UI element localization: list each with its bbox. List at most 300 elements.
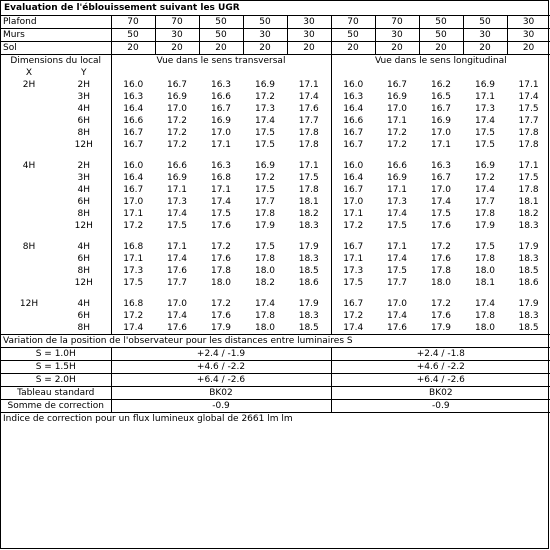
transversal-value: 17.8 bbox=[287, 127, 331, 139]
reflectance-value: 20 bbox=[243, 42, 287, 55]
table-row bbox=[1, 208, 550, 220]
y-dimension: 4H bbox=[57, 298, 111, 310]
y-dimension: 4H bbox=[57, 184, 111, 196]
longitudinal-value: 17.3 bbox=[343, 266, 364, 276]
correction-note: Indice de correction pour un flux lumineux global de 2661 lm lm bbox=[1, 413, 550, 426]
longitudinal-value: 17.6 bbox=[430, 221, 452, 231]
table-row bbox=[1, 103, 550, 115]
x-dimension-empty bbox=[1, 184, 57, 196]
transversal-value: 18.5 bbox=[287, 265, 331, 277]
transversal-value: 18.2 bbox=[254, 278, 276, 288]
longitudinal-value: 16.4 bbox=[343, 104, 364, 114]
y-dimension: 2H bbox=[57, 160, 111, 172]
transversal-value: 18.3 bbox=[287, 220, 331, 232]
longitudinal-value: 17.8 bbox=[518, 128, 539, 138]
transversal-value: 17.6 bbox=[166, 323, 188, 333]
longitudinal-value: 17.4 bbox=[386, 254, 408, 264]
longitudinal-value: 17.2 bbox=[343, 311, 364, 321]
transversal-value: 16.8 bbox=[123, 299, 144, 309]
correction-row bbox=[1, 400, 550, 413]
y-dimension: 4H bbox=[57, 103, 111, 115]
longitudinal-value: 16.9 bbox=[474, 161, 496, 171]
x-dimension-empty bbox=[1, 253, 57, 265]
reflectance-label: Murs bbox=[1, 29, 111, 42]
transversal-value: 17.2 bbox=[166, 128, 188, 138]
transversal-value: 16.7 bbox=[123, 185, 144, 195]
longitudinal-value: 18.3 bbox=[518, 311, 539, 321]
longitudinal-value: 17.4 bbox=[430, 197, 452, 207]
longitudinal-value: 16.7 bbox=[386, 80, 408, 90]
y-dimension: 12H bbox=[57, 139, 111, 151]
spacer-row bbox=[1, 289, 550, 298]
longitudinal-value: 17.6 bbox=[386, 323, 408, 333]
table-row bbox=[1, 277, 550, 289]
transversal-value: 17.8 bbox=[210, 266, 232, 276]
standard-longitudinal: BK02 bbox=[331, 387, 550, 400]
reflectance-value: 20 bbox=[331, 42, 375, 55]
y-dimension: 2H bbox=[57, 79, 111, 91]
reflectance-value: 30 bbox=[287, 16, 331, 29]
reflectance-value: 30 bbox=[507, 29, 550, 42]
transversal-value: 17.7 bbox=[166, 278, 188, 288]
transversal-value: 17.6 bbox=[287, 103, 331, 115]
longitudinal-value: 17.5 bbox=[518, 173, 539, 183]
table-row bbox=[1, 298, 550, 310]
spacer-row bbox=[1, 151, 550, 160]
transversal-value: 18.6 bbox=[287, 277, 331, 289]
transversal-value: 17.9 bbox=[210, 323, 232, 333]
x-dimension-empty bbox=[1, 322, 57, 335]
transversal-value: 17.5 bbox=[254, 128, 276, 138]
longitudinal-value: 17.9 bbox=[430, 323, 452, 333]
transversal-value: 16.8 bbox=[123, 242, 144, 252]
longitudinal-value: 18.5 bbox=[518, 323, 539, 333]
x-dimension-empty bbox=[1, 91, 57, 103]
table-row bbox=[1, 310, 550, 322]
correction-label: Somme de correction bbox=[1, 400, 111, 413]
longitudinal-value: 16.7 bbox=[430, 173, 452, 183]
y-dimension: 3H bbox=[57, 91, 111, 103]
transversal-value: 16.7 bbox=[210, 104, 232, 114]
spacer-cell bbox=[1, 289, 111, 298]
longitudinal-value: 16.9 bbox=[386, 92, 408, 102]
longitudinal-value: 17.4 bbox=[386, 209, 408, 219]
transversal-value: 17.1 bbox=[287, 79, 331, 91]
variation-label-row bbox=[1, 335, 550, 348]
transversal-value: 16.9 bbox=[254, 80, 276, 90]
table-row bbox=[1, 253, 550, 265]
longitudinal-value: 17.1 bbox=[386, 116, 408, 126]
spacer-cell bbox=[111, 289, 331, 298]
title-row bbox=[1, 1, 550, 16]
y-dimension: 6H bbox=[57, 253, 111, 265]
y-dimension: 8H bbox=[57, 127, 111, 139]
spacer-cell bbox=[331, 151, 550, 160]
transversal-value: 16.9 bbox=[254, 161, 276, 171]
variation-longitudinal: +2.4 / -1.8 bbox=[331, 348, 550, 361]
transversal-value: 17.5 bbox=[210, 209, 232, 219]
transversal-value: 17.2 bbox=[210, 299, 232, 309]
longitudinal-value: 16.7 bbox=[343, 242, 364, 252]
transversal-value: 18.3 bbox=[287, 253, 331, 265]
reflectance-value: 50 bbox=[199, 29, 243, 42]
x-dimension: 2H bbox=[22, 80, 36, 90]
transversal-value: 17.1 bbox=[210, 185, 232, 195]
variation-row bbox=[1, 348, 550, 361]
variation-row bbox=[1, 374, 550, 387]
y-dimension: 8H bbox=[57, 208, 111, 220]
longitudinal-value: 16.9 bbox=[430, 116, 452, 126]
reflectance-value: 70 bbox=[111, 16, 155, 29]
transversal-value: 17.0 bbox=[210, 128, 232, 138]
transversal-value: 16.3 bbox=[210, 161, 232, 171]
transversal-value: 16.0 bbox=[123, 161, 144, 171]
longitudinal-value: 17.7 bbox=[474, 197, 496, 207]
x-dimension-empty bbox=[1, 172, 57, 184]
reflectance-value: 50 bbox=[199, 16, 243, 29]
transversal-value: 17.0 bbox=[166, 104, 188, 114]
longitudinal-value: 17.2 bbox=[386, 140, 408, 150]
longitudinal-value: 18.1 bbox=[474, 278, 496, 288]
page-title: Evaluation de l'éblouissement suivant les UGR bbox=[4, 3, 240, 13]
spacer-cell bbox=[331, 232, 550, 241]
longitudinal-value: 17.8 bbox=[518, 140, 539, 150]
table-row bbox=[1, 196, 550, 208]
reflectance-value: 30 bbox=[287, 29, 331, 42]
variation-longitudinal: +4.6 / -2.2 bbox=[331, 361, 550, 374]
spacer-cell bbox=[331, 289, 550, 298]
reflectance-value: 20 bbox=[287, 42, 331, 55]
y-dimension: 8H bbox=[57, 265, 111, 277]
longitudinal-value: 17.3 bbox=[474, 104, 496, 114]
longitudinal-value: 17.4 bbox=[474, 299, 496, 309]
longitudinal-value: 17.1 bbox=[474, 92, 496, 102]
transversal-value: 17.4 bbox=[166, 209, 188, 219]
longitudinal-value: 18.0 bbox=[430, 278, 452, 288]
transversal-value: 17.2 bbox=[123, 311, 144, 321]
longitudinal-value: 16.4 bbox=[343, 173, 364, 183]
x-dimension-empty bbox=[1, 208, 57, 220]
standard-transversal: BK02 bbox=[111, 387, 331, 400]
longitudinal-value: 17.1 bbox=[343, 254, 364, 264]
reflectance-value: 20 bbox=[111, 42, 155, 55]
longitudinal-value: 16.7 bbox=[343, 128, 364, 138]
transversal-value: 16.4 bbox=[123, 104, 144, 114]
transversal-value: 17.5 bbox=[254, 140, 276, 150]
reflectance-value: 20 bbox=[507, 42, 550, 55]
longitudinal-label: Vue dans le sens longitudinal bbox=[331, 55, 550, 80]
transversal-value: 17.2 bbox=[166, 140, 188, 150]
y-dimension: 12H bbox=[57, 220, 111, 232]
transversal-value: 17.6 bbox=[210, 254, 232, 264]
longitudinal-value: 17.8 bbox=[474, 209, 496, 219]
longitudinal-value: 17.5 bbox=[343, 278, 364, 288]
longitudinal-value: 16.7 bbox=[343, 140, 364, 150]
variation-transversal: +2.4 / -1.9 bbox=[111, 348, 331, 361]
variation-transversal: +6.4 / -2.6 bbox=[111, 374, 331, 387]
variation-spacing: S = 2.0H bbox=[1, 374, 111, 387]
transversal-value: 16.8 bbox=[210, 173, 232, 183]
transversal-label: Vue dans le sens transversal bbox=[111, 55, 331, 80]
reflectance-value: 30 bbox=[507, 16, 550, 29]
table-row bbox=[1, 172, 550, 184]
reflectance-row bbox=[1, 16, 550, 29]
longitudinal-value: 17.1 bbox=[430, 140, 452, 150]
transversal-value: 16.4 bbox=[123, 173, 144, 183]
transversal-value: 16.7 bbox=[123, 128, 144, 138]
transversal-value: 17.5 bbox=[254, 185, 276, 195]
variation-row bbox=[1, 361, 550, 374]
transversal-value: 17.7 bbox=[254, 197, 276, 207]
transversal-value: 17.8 bbox=[287, 139, 331, 151]
longitudinal-value: 16.3 bbox=[430, 161, 452, 171]
reflectance-value: 20 bbox=[419, 42, 463, 55]
longitudinal-value: 17.4 bbox=[474, 116, 496, 126]
longitudinal-value: 17.4 bbox=[386, 311, 408, 321]
transversal-value: 18.5 bbox=[287, 322, 331, 335]
transversal-value: 17.9 bbox=[287, 241, 331, 253]
transversal-value: 17.8 bbox=[254, 254, 276, 264]
longitudinal-value: 16.6 bbox=[386, 161, 408, 171]
longitudinal-value: 16.0 bbox=[343, 161, 364, 171]
longitudinal-value: 17.8 bbox=[474, 311, 496, 321]
transversal-value: 17.1 bbox=[210, 140, 232, 150]
longitudinal-value: 18.0 bbox=[474, 266, 496, 276]
longitudinal-value: 17.2 bbox=[386, 128, 408, 138]
longitudinal-value: 17.5 bbox=[474, 128, 496, 138]
transversal-value: 17.3 bbox=[123, 266, 144, 276]
transversal-value: 16.9 bbox=[166, 173, 188, 183]
transversal-value: 18.1 bbox=[287, 196, 331, 208]
x-dimension-empty bbox=[1, 115, 57, 127]
table-row bbox=[1, 220, 550, 232]
spacer-row bbox=[1, 232, 550, 241]
reflectance-value: 50 bbox=[111, 29, 155, 42]
longitudinal-value: 16.5 bbox=[430, 92, 452, 102]
longitudinal-value: 17.8 bbox=[518, 185, 539, 195]
transversal-value: 17.4 bbox=[254, 299, 276, 309]
longitudinal-value: 17.2 bbox=[430, 299, 452, 309]
x-dimension: 4H bbox=[22, 161, 36, 171]
longitudinal-value: 17.8 bbox=[430, 266, 452, 276]
longitudinal-value: 17.5 bbox=[474, 242, 496, 252]
longitudinal-value: 17.4 bbox=[343, 323, 364, 333]
longitudinal-value: 17.5 bbox=[518, 104, 539, 114]
longitudinal-value: 16.9 bbox=[386, 173, 408, 183]
transversal-value: 17.5 bbox=[254, 242, 276, 252]
transversal-value: 17.7 bbox=[287, 115, 331, 127]
x-dimension: 12H bbox=[19, 299, 39, 309]
reflectance-value: 70 bbox=[155, 16, 199, 29]
table-row bbox=[1, 322, 550, 335]
transversal-value: 17.3 bbox=[166, 197, 188, 207]
table-row bbox=[1, 127, 550, 139]
reflectance-value: 50 bbox=[463, 16, 507, 29]
longitudinal-value: 17.6 bbox=[430, 254, 452, 264]
transversal-value: 17.4 bbox=[123, 323, 144, 333]
x-label: X bbox=[25, 68, 33, 78]
table-row bbox=[1, 241, 550, 253]
longitudinal-value: 18.6 bbox=[518, 278, 539, 288]
longitudinal-value: 17.8 bbox=[474, 254, 496, 264]
transversal-value: 16.9 bbox=[210, 116, 232, 126]
transversal-value: 17.1 bbox=[166, 185, 188, 195]
longitudinal-value: 17.0 bbox=[430, 185, 452, 195]
ugr-table bbox=[1, 1, 550, 425]
longitudinal-value: 17.9 bbox=[518, 299, 539, 309]
longitudinal-value: 17.1 bbox=[518, 80, 539, 90]
longitudinal-value: 16.9 bbox=[474, 80, 496, 90]
transversal-value: 17.2 bbox=[254, 173, 276, 183]
longitudinal-value: 17.2 bbox=[430, 242, 452, 252]
x-dimension-empty bbox=[1, 139, 57, 151]
transversal-value: 17.1 bbox=[287, 160, 331, 172]
x-dimension-empty bbox=[1, 196, 57, 208]
reflectance-value: 50 bbox=[243, 16, 287, 29]
transversal-value: 17.5 bbox=[166, 221, 188, 231]
table-row bbox=[1, 160, 550, 172]
note-row bbox=[1, 413, 550, 426]
transversal-value: 17.1 bbox=[123, 209, 144, 219]
transversal-value: 16.9 bbox=[166, 92, 188, 102]
x-dimension-empty bbox=[1, 277, 57, 289]
transversal-value: 18.0 bbox=[254, 266, 276, 276]
transversal-value: 18.3 bbox=[287, 310, 331, 322]
y-dimension: 8H bbox=[57, 322, 111, 335]
reflectance-value: 50 bbox=[331, 29, 375, 42]
reflectance-label: Plafond bbox=[1, 16, 111, 29]
x-dimension-empty bbox=[1, 103, 57, 115]
longitudinal-value: 16.0 bbox=[343, 80, 364, 90]
longitudinal-value: 17.2 bbox=[343, 221, 364, 231]
reflectance-value: 50 bbox=[419, 29, 463, 42]
transversal-value: 16.3 bbox=[123, 92, 144, 102]
transversal-value: 18.0 bbox=[210, 278, 232, 288]
longitudinal-value: 17.0 bbox=[430, 128, 452, 138]
longitudinal-value: 18.0 bbox=[474, 323, 496, 333]
transversal-value: 17.2 bbox=[123, 221, 144, 231]
longitudinal-value: 17.9 bbox=[474, 221, 496, 231]
y-dimension: 6H bbox=[57, 310, 111, 322]
transversal-value: 16.3 bbox=[210, 80, 232, 90]
longitudinal-value: 17.0 bbox=[386, 104, 408, 114]
transversal-value: 17.2 bbox=[210, 242, 232, 252]
correction-transversal: -0.9 bbox=[111, 400, 331, 413]
transversal-value: 16.7 bbox=[123, 140, 144, 150]
longitudinal-value: 18.3 bbox=[518, 221, 539, 231]
transversal-value: 17.9 bbox=[254, 221, 276, 231]
spacer-cell bbox=[111, 151, 331, 160]
transversal-value: 16.0 bbox=[123, 80, 144, 90]
longitudinal-value: 17.5 bbox=[386, 221, 408, 231]
y-dimension: 12H bbox=[57, 277, 111, 289]
reflectance-row bbox=[1, 42, 550, 55]
transversal-value: 17.5 bbox=[123, 278, 144, 288]
standard-row bbox=[1, 387, 550, 400]
y-label: Y bbox=[57, 67, 111, 79]
reflectance-label: Sol bbox=[1, 42, 111, 55]
spacer-cell bbox=[1, 151, 111, 160]
longitudinal-value: 18.2 bbox=[518, 209, 539, 219]
transversal-value: 17.2 bbox=[166, 116, 188, 126]
reflectance-value: 20 bbox=[463, 42, 507, 55]
standard-label: Tableau standard bbox=[1, 387, 111, 400]
longitudinal-value: 17.7 bbox=[386, 278, 408, 288]
reflectance-row bbox=[1, 29, 550, 42]
variation-spacing: S = 1.5H bbox=[1, 361, 111, 374]
transversal-value: 17.5 bbox=[287, 172, 331, 184]
longitudinal-value: 17.2 bbox=[474, 173, 496, 183]
reflectance-value: 30 bbox=[375, 29, 419, 42]
y-dimension: 6H bbox=[57, 196, 111, 208]
reflectance-value: 20 bbox=[155, 42, 199, 55]
transversal-value: 17.4 bbox=[287, 91, 331, 103]
transversal-value: 17.8 bbox=[254, 209, 276, 219]
transversal-value: 16.7 bbox=[166, 80, 188, 90]
transversal-value: 17.6 bbox=[166, 266, 188, 276]
transversal-value: 17.4 bbox=[166, 311, 188, 321]
longitudinal-value: 16.6 bbox=[343, 116, 364, 126]
longitudinal-value: 17.1 bbox=[518, 161, 539, 171]
reflectance-value: 30 bbox=[243, 29, 287, 42]
spacer-cell bbox=[111, 232, 331, 241]
longitudinal-value: 17.0 bbox=[386, 299, 408, 309]
longitudinal-value: 17.9 bbox=[518, 242, 539, 252]
transversal-value: 17.9 bbox=[287, 298, 331, 310]
longitudinal-value: 17.5 bbox=[430, 209, 452, 219]
longitudinal-value: 17.4 bbox=[518, 92, 539, 102]
transversal-value: 17.3 bbox=[254, 104, 276, 114]
y-dimension: 4H bbox=[57, 241, 111, 253]
longitudinal-value: 17.7 bbox=[518, 116, 539, 126]
y-dimension: 6H bbox=[57, 115, 111, 127]
transversal-value: 17.0 bbox=[166, 299, 188, 309]
transversal-value: 16.6 bbox=[210, 92, 232, 102]
y-dimension: 3H bbox=[57, 172, 111, 184]
longitudinal-value: 17.0 bbox=[343, 197, 364, 207]
x-dimension-empty bbox=[1, 310, 57, 322]
transversal-value: 17.8 bbox=[287, 184, 331, 196]
longitudinal-value: 16.3 bbox=[343, 92, 364, 102]
transversal-value: 17.2 bbox=[254, 92, 276, 102]
x-dimension: 8H bbox=[22, 242, 36, 252]
x-dimension-empty bbox=[1, 265, 57, 277]
transversal-value: 18.2 bbox=[287, 208, 331, 220]
transversal-value: 17.6 bbox=[210, 221, 232, 231]
longitudinal-value: 16.2 bbox=[430, 80, 452, 90]
transversal-value: 16.6 bbox=[123, 116, 144, 126]
reflectance-value: 70 bbox=[375, 16, 419, 29]
reflectance-value: 20 bbox=[375, 42, 419, 55]
longitudinal-value: 17.4 bbox=[474, 185, 496, 195]
longitudinal-value: 18.3 bbox=[518, 254, 539, 264]
longitudinal-value: 17.6 bbox=[430, 311, 452, 321]
transversal-value: 17.1 bbox=[166, 242, 188, 252]
longitudinal-value: 18.5 bbox=[518, 266, 539, 276]
variation-spacing: S = 1.0H bbox=[1, 348, 111, 361]
variation-label: Variation de la position de l'observateur pour les distances entre luminaires S bbox=[1, 335, 550, 348]
longitudinal-value: 17.5 bbox=[386, 266, 408, 276]
table-row bbox=[1, 115, 550, 127]
table-row bbox=[1, 79, 550, 91]
longitudinal-value: 17.1 bbox=[386, 242, 408, 252]
reflectance-value: 50 bbox=[419, 16, 463, 29]
transversal-value: 17.4 bbox=[210, 197, 232, 207]
transversal-value: 17.4 bbox=[166, 254, 188, 264]
transversal-value: 18.0 bbox=[254, 323, 276, 333]
transversal-value: 17.6 bbox=[210, 311, 232, 321]
x-dimension-empty bbox=[1, 127, 57, 139]
